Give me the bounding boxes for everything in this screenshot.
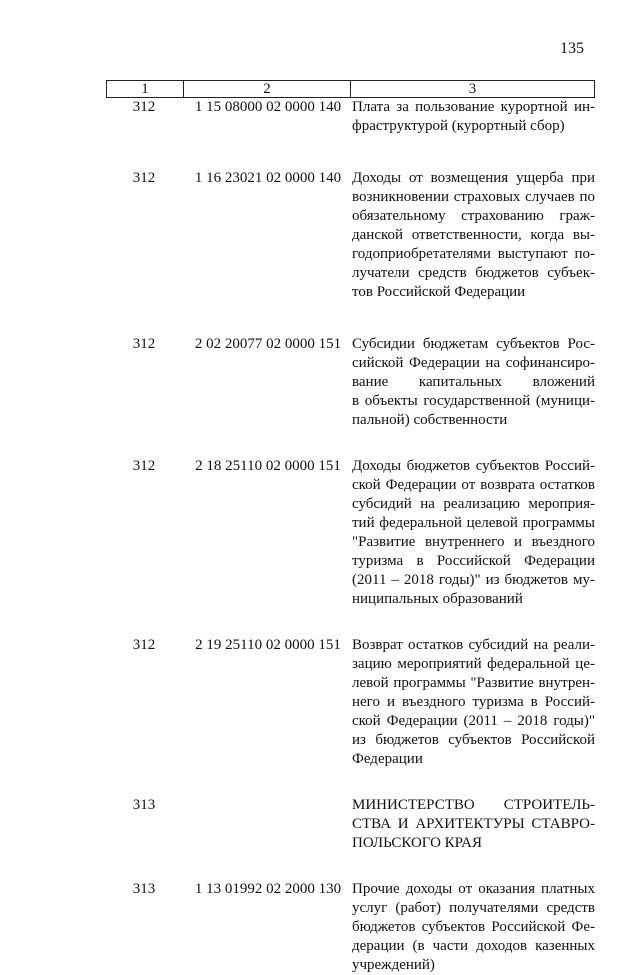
table-body	[106, 98, 595, 975]
description-line: услуг (работ) получателями средств	[352, 900, 595, 916]
description-line: годоприобретателями выступают по-	[352, 246, 595, 262]
admin-code: 312	[132, 170, 156, 186]
budget-classification-code: 1 15 08000 02 0000 140	[194, 99, 342, 115]
admin-code: 313	[132, 881, 156, 897]
table-row	[106, 636, 595, 769]
table-row	[106, 796, 595, 853]
table-header	[106, 80, 595, 98]
description-line: ниципальных образований	[352, 591, 523, 607]
description-line: вание капитальных вложений	[352, 374, 595, 390]
budget-classification-code	[182, 796, 348, 853]
description-line: бюджетов субъектов Российской Фе-	[352, 919, 595, 935]
page-number: 135	[560, 40, 584, 57]
table-row	[106, 335, 595, 430]
description-line: тов Российской Федерации	[352, 284, 526, 300]
revenue-description	[348, 335, 595, 430]
description-line: МИНИСТЕРСТВО СТРОИТЕЛЬ-	[352, 797, 595, 813]
revenue-description	[348, 636, 595, 769]
table-row	[106, 98, 595, 136]
description-line: ской Федерации от возврата остатков	[352, 477, 595, 493]
description-line: лучатели средств бюджетов субъек-	[352, 265, 595, 281]
description-line: (2011 – 2018 годы)" из бюджетов му-	[352, 572, 595, 588]
header-col-3: 3	[468, 81, 477, 97]
description-line: ской Федерации (2011 – 2018 годы)"	[352, 713, 595, 729]
description-line: СТВА И АРХИТЕКТУРЫ СТАВРО-	[352, 816, 595, 832]
description-line: Плата за пользование курортной ин-	[352, 99, 595, 115]
revenue-description	[348, 169, 595, 302]
admin-code: 312	[132, 99, 156, 115]
description-line: "Развитие внутреннего и въездного	[352, 534, 595, 550]
description-line: фраструктурой (курортный сбор)	[352, 118, 565, 134]
description-line: данской ответственности, когда вы-	[352, 227, 595, 243]
revenue-description	[348, 457, 595, 609]
description-line: в объекты государственной (муници-	[352, 393, 595, 409]
description-line: него и въездного туризма в Россий-	[352, 694, 595, 710]
description-line: сийской Федерации на софинансиро-	[352, 355, 595, 371]
table-row	[106, 457, 595, 609]
description-line: из бюджетов субъектов Российской	[352, 732, 595, 748]
budget-classification-code: 2 19 25110 02 0000 151	[195, 637, 341, 653]
table-row	[106, 880, 595, 975]
description-line: Прочие доходы от оказания платных	[352, 881, 595, 897]
budget-classification-code: 2 02 20077 02 0000 151	[194, 336, 342, 352]
description-line: туризма в Российской Федерации	[352, 553, 595, 569]
description-line: дерации (в части доходов казенных	[352, 938, 595, 954]
budget-classification-code: 1 13 01992 02 2000 130	[194, 881, 342, 897]
table-row	[106, 169, 595, 302]
admin-code: 312	[132, 637, 156, 653]
description-line: тий федеральной целевой программы	[352, 515, 595, 531]
header-col-1: 1	[107, 81, 184, 97]
description-line: зацию мероприятий федеральной це-	[352, 656, 595, 672]
budget-classification-code: 1 16 23021 02 0000 140	[194, 170, 342, 186]
description-line: учреждений)	[352, 957, 435, 973]
description-line: Субсидии бюджетам субъектов Рос-	[352, 336, 595, 352]
admin-code: 313	[132, 797, 156, 813]
revenue-description	[348, 880, 595, 975]
description-line: возникновении страховых случаев по	[352, 189, 595, 205]
description-line: пальной) собственности	[352, 412, 508, 428]
admin-code: 312	[132, 458, 156, 474]
revenue-description	[348, 796, 595, 853]
budget-classification-code: 2 18 25110 02 0000 151	[195, 458, 341, 474]
header-col-2: 2	[184, 81, 351, 97]
description-line: ПОЛЬСКОГО КРАЯ	[352, 835, 482, 851]
description-line: левой программы "Развитие внутрен-	[352, 675, 595, 691]
revenue-description	[348, 98, 595, 136]
description-line: Доходы бюджетов субъектов Россий-	[352, 458, 595, 474]
description-line: Возврат остатков субсидий на реали-	[352, 637, 595, 653]
description-line: Доходы от возмещения ущерба при	[352, 170, 595, 186]
admin-code: 312	[132, 336, 156, 352]
description-line: субсидий на реализацию мероприя-	[352, 496, 595, 512]
description-line: Федерации	[352, 751, 423, 767]
description-line: обязательному страхованию граж-	[352, 208, 595, 224]
